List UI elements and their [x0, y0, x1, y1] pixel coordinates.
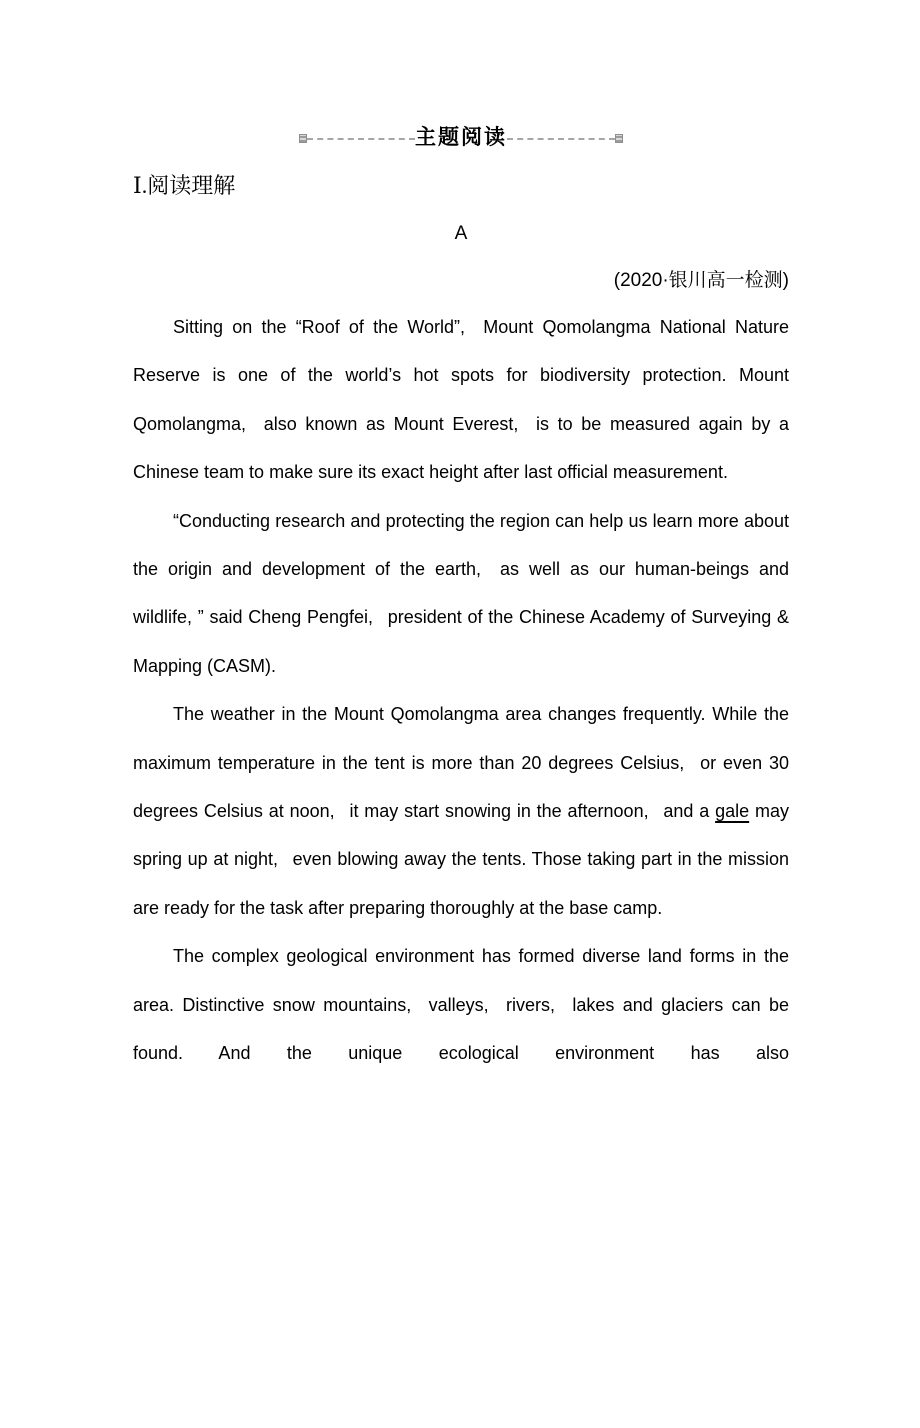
source-note: (2020·银川高一检测) [613, 270, 789, 291]
paragraph-4 [133, 932, 789, 1077]
header-left-square-icon [299, 134, 307, 143]
paragraph-3-text-post: may spring up at night, even blowing away the tents. Those taking part in the mission are ready for the task after preparing thoroughly at the base camp. [133, 801, 789, 918]
header-right-square-icon [615, 134, 623, 143]
passage-label: A [454, 223, 468, 244]
paragraph-1 [133, 303, 789, 497]
paragraph-4-text: The complex geological environment has formed diverse land forms in the area. Distinctive snow mountains, valleys, rivers, lakes and glaciers can be found. And the unique ecological environment has also [133, 946, 789, 1064]
paragraph-2-text: “Conducting research and protecting the region can help us learn more about the origin and development of the earth, as well as our human-beings and wildlife, ” said Cheng Pengfei, president of the Chinese Academy of Surveying & Mapping (CASM). [133, 510, 789, 676]
paragraph-3 [133, 690, 789, 932]
passage-body [133, 303, 789, 1078]
topic-header [299, 126, 623, 150]
section-heading: Ⅰ.阅读理解 [133, 173, 236, 198]
paragraph-2 [133, 497, 789, 691]
header-left-rule [307, 138, 415, 140]
document-page [0, 126, 920, 1428]
topic-title: 主题阅读 [415, 126, 507, 149]
paragraph-1-text: Sitting on the “Roof of the World”, Mount Qomolangma National Nature Reserve is one of the world’s hot spots for biodiversity protection. Mount Qomolangma, also known as Mount Everest, is to be measured again by a Chinese team to make sure its exact height after last official measurement. [133, 317, 789, 483]
underlined-word-gale: gale [715, 801, 750, 822]
paragraph-3-text-pre: The weather in the Mount Qomolangma area changes frequently. While the maximum temperature in the tent is more than 20 degrees Celsius, or even 30 degrees Celsius at noon, it may start snowing in the afternoon, and a [133, 704, 789, 822]
header-right-rule [507, 138, 615, 140]
